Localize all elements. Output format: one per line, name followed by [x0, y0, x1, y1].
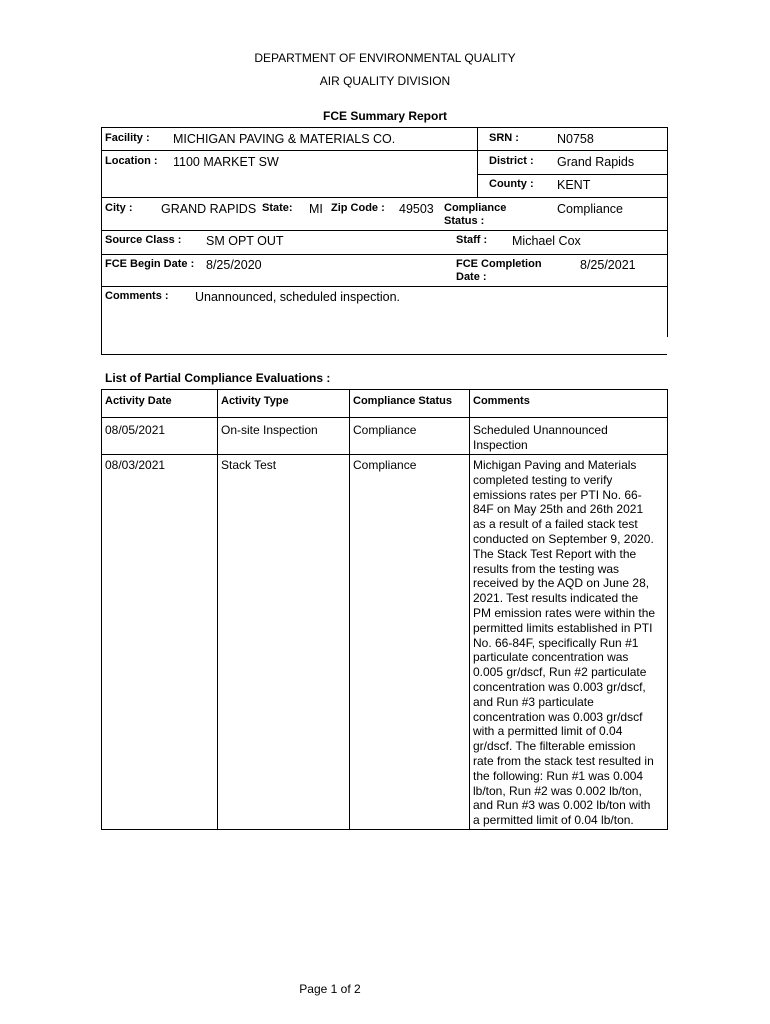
department-title: DEPARTMENT OF ENVIRONMENTAL QUALITY — [254, 51, 516, 65]
comments-value: Unannounced, scheduled inspection. — [195, 290, 401, 304]
county-label: County : — [489, 178, 534, 190]
table-bottom-border — [101, 829, 668, 830]
row-divider — [101, 230, 667, 231]
row1-comment-line: Inspection — [473, 437, 528, 452]
source-class-value: SM OPT OUT — [206, 234, 284, 248]
col-header-activity-type: Activity Type — [221, 395, 289, 407]
row-divider — [101, 254, 667, 255]
row2-comment-line: completed testing to verify — [473, 472, 613, 487]
row2-comment-line: and Run #3 particulate — [473, 694, 594, 709]
box-left-border — [101, 127, 102, 355]
row2-comment-line: particulate concentration was — [473, 650, 629, 665]
compliance-status-label-line2: Status : — [444, 215, 485, 227]
county-value: KENT — [557, 178, 591, 192]
row2-comment-line: conducted on September 9, 2020. — [473, 531, 654, 546]
row2-compliance-status: Compliance — [353, 458, 417, 472]
table-col-border — [101, 389, 102, 830]
row2-comment-line: concentration was 0.003 gr/dscf, — [473, 679, 646, 694]
row2-comment-line: gr/dscf. The filterable emission — [473, 739, 636, 754]
table-header-divider — [101, 417, 668, 418]
page-number: Page 1 of 2 — [299, 982, 361, 996]
division-title: AIR QUALITY DIVISION — [319, 74, 451, 88]
col-header-compliance-status: Compliance Status — [353, 395, 453, 407]
row2-comment-line: and Run #3 was 0.002 lb/ton with — [473, 798, 651, 813]
staff-value: Michael Cox — [512, 234, 581, 248]
row2-comment-line: The Stack Test Report with the — [473, 546, 637, 561]
pce-title: List of Partial Compliance Evaluations : — [105, 371, 331, 385]
row2-activity-date: 08/03/2021 — [105, 458, 166, 472]
table-row-divider — [101, 454, 668, 455]
table-col-border — [469, 389, 470, 830]
fce-completion-label-line1: FCE Completion — [456, 258, 542, 270]
box-top-border — [101, 127, 667, 128]
row2-comment-line: emissions rates per PTI No. 66- — [473, 487, 642, 502]
location-value: 1100 MARKET SW — [173, 155, 279, 169]
state-label: State: — [262, 202, 293, 214]
box-right-border — [667, 127, 668, 337]
fce-completion-value: 8/25/2021 — [580, 258, 636, 272]
fce-completion-label-line2: Date : — [456, 271, 487, 283]
facility-value: MICHIGAN PAVING & MATERIALS CO. — [173, 132, 396, 146]
table-col-border — [217, 389, 218, 830]
row2-comment-line: rate from the stack test resulted in — [473, 753, 654, 768]
row-divider — [101, 286, 667, 287]
row2-comment-line: 0.005 gr/dscf, Run #2 particulate — [473, 665, 647, 680]
fce-begin-value: 8/25/2020 — [206, 258, 262, 272]
srn-value: N0758 — [557, 132, 594, 146]
city-value: GRAND RAPIDS — [161, 202, 257, 216]
comments-label: Comments : — [105, 290, 169, 302]
facility-label: Facility : — [105, 132, 150, 144]
source-class-label: Source Class : — [105, 234, 182, 246]
table-col-border — [667, 389, 668, 830]
row-divider — [477, 174, 667, 175]
row-divider — [101, 150, 667, 151]
row2-comment-line: the following: Run #1 was 0.004 — [473, 768, 644, 783]
col-header-comments: Comments — [473, 395, 530, 407]
row2-comment-line: with a permitted limit of 0.04 — [473, 724, 623, 739]
row2-comment-line: results from the testing was — [473, 561, 620, 576]
fce-begin-label: FCE Begin Date : — [105, 258, 195, 270]
row1-activity-type: On-site Inspection — [221, 423, 318, 437]
state-value: MI — [309, 202, 323, 216]
row2-comments — [473, 458, 667, 828]
row2-comment-line: No. 66-84F, specifically Run #1 — [473, 635, 639, 650]
row1-activity-date: 08/05/2021 — [105, 423, 166, 437]
row2-comment-line: Michigan Paving and Materials — [473, 458, 637, 472]
row2-comment-line: a permitted limit of 0.04 lb/ton. — [473, 813, 634, 828]
row2-comment-line: permitted limits established in PTI — [473, 620, 653, 635]
report-title: FCE Summary Report — [322, 109, 448, 123]
zip-value: 49503 — [399, 202, 434, 216]
location-label: Location : — [105, 155, 158, 167]
row2-comment-line: lb/ton, Run #2 was 0.002 lb/ton, — [473, 783, 642, 798]
row2-activity-type: Stack Test — [221, 458, 277, 472]
city-label: City : — [105, 202, 133, 214]
row-divider — [101, 197, 667, 198]
zip-label: Zip Code : — [331, 202, 385, 214]
row1-compliance-status: Compliance — [353, 423, 417, 437]
district-value: Grand Rapids — [557, 155, 635, 169]
staff-label: Staff : — [456, 234, 488, 246]
compliance-status-value: Compliance — [557, 202, 624, 216]
table-col-border — [349, 389, 350, 830]
table-top-border — [101, 389, 668, 390]
row2-comment-line: concentration was 0.003 gr/dscf — [473, 709, 643, 724]
row2-comment-line: 2021. Test results indicated the — [473, 591, 639, 606]
row2-comment-line: 84F on May 25th and 26th 2021 — [473, 502, 644, 517]
row1-comments — [473, 423, 665, 453]
compliance-status-label-line1: Compliance — [444, 202, 507, 214]
row2-comment-line: as a result of a failed stack test — [473, 517, 638, 532]
box-bottom-border — [101, 354, 667, 355]
srn-divider — [477, 127, 478, 198]
row2-comment-line: received by the AQD on June 28, — [473, 576, 650, 591]
col-header-activity-date: Activity Date — [105, 395, 172, 407]
row2-comment-line: PM emission rates were within the — [473, 605, 656, 620]
srn-label: SRN : — [489, 132, 519, 144]
row1-comment-line: Scheduled Unannounced — [473, 423, 608, 437]
district-label: District : — [489, 155, 534, 167]
